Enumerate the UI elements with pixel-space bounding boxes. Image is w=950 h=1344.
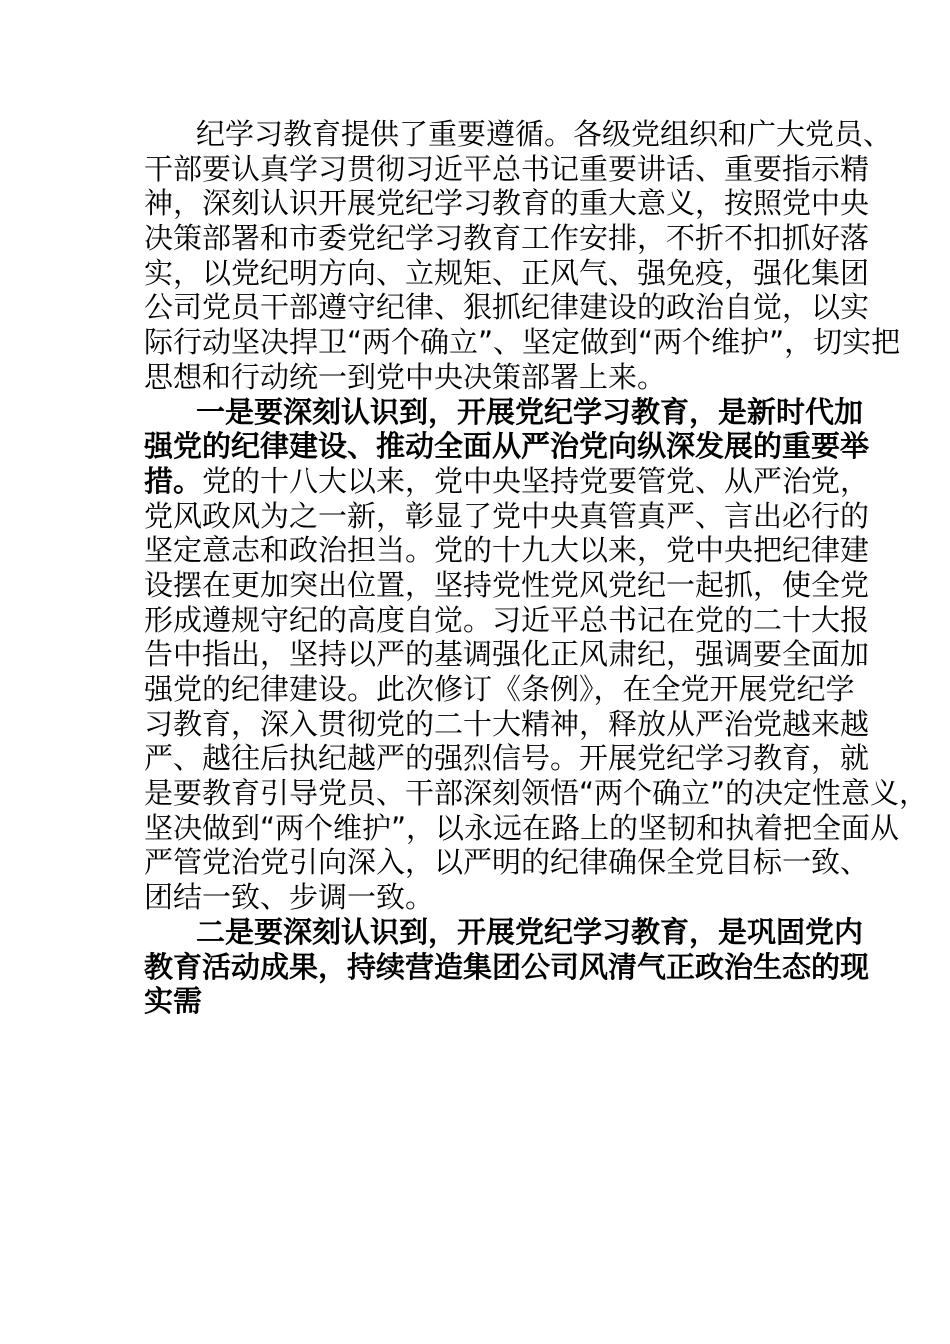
paragraph-2-line bbox=[144, 602, 870, 638]
document-page bbox=[144, 117, 929, 1019]
bold-text: 强党的纪律建设、推动全面从严治党向纵深发展的重要举 bbox=[144, 429, 870, 464]
paragraph-3-line bbox=[144, 914, 864, 950]
paragraph-2-line bbox=[144, 776, 929, 811]
body-text: 纪学习教育提供了重要遵循。各级党组织和广大党员、 bbox=[196, 117, 893, 151]
paragraph-2-line bbox=[144, 463, 870, 499]
body-text: 强党的纪律建设。此次修订《条例》，在全党开展党纪学 bbox=[144, 672, 855, 706]
bold-text: 教育活动成果，持续营造集团公司风清气正政治生态的现 bbox=[144, 949, 870, 984]
body-text: 坚定意志和政治担当。党的十九大以来，党中央把纪律建 bbox=[144, 533, 870, 568]
paragraph-2-line bbox=[144, 394, 864, 430]
paragraph-1-line bbox=[144, 290, 870, 325]
body-text: 神，深刻认识开展党纪学习教育的重大意义，按照党中央 bbox=[144, 186, 870, 221]
paragraph-1-line bbox=[144, 325, 901, 360]
body-text: 坚决做到“两个维护”，以永远在路上的坚韧和执着把全面从 bbox=[144, 810, 900, 845]
bold-text: 实需 bbox=[144, 984, 203, 1019]
body-text: 思想和行动统一到党中央决策部署上来。 bbox=[144, 359, 667, 394]
body-text: 告中指出，坚持以严的基调强化正风肃纪，强调要全面加 bbox=[144, 637, 870, 672]
paragraph-2-line bbox=[144, 741, 870, 776]
body-text: 习教育，深入贯彻党的二十大精神，释放从严治党越来越 bbox=[144, 706, 870, 741]
body-text: 公司党员干部遵守纪律、狠抓纪律建设的政治自觉，以实 bbox=[144, 290, 870, 325]
paragraph-2-line bbox=[144, 706, 870, 742]
paragraph-3-line bbox=[144, 949, 870, 985]
body-text: 干部要认真学习贯彻习近平总书记重要讲话、重要指示精 bbox=[144, 151, 870, 186]
bold-text: 措。 bbox=[144, 463, 203, 498]
body-text: 实，以党纪明方向、立规矩、正风气、强免疫，强化集团 bbox=[144, 255, 870, 290]
bold-text: 一是要深刻认识到，开展党纪学习教育，是新时代加 bbox=[196, 394, 864, 429]
bold-text: 二是要深刻认识到，开展党纪学习教育，是巩固党内 bbox=[196, 914, 864, 949]
body-text: 决策部署和市委党纪学习教育工作安排，不折不扣抓好落 bbox=[144, 221, 870, 256]
body-text: 际行动坚决捍卫“两个确立”、坚定做到“两个维护”，切实把 bbox=[144, 325, 901, 360]
paragraph-2-line bbox=[144, 533, 870, 568]
paragraph-1-line bbox=[144, 255, 870, 291]
body-text: 设摆在更加突出位置，坚持党性党风党纪一起抓，使全党 bbox=[144, 567, 870, 602]
paragraph-2-line bbox=[144, 810, 900, 846]
paragraph-2-line bbox=[144, 637, 870, 672]
paragraph-2-line bbox=[144, 567, 870, 603]
body-text: 党的十八大以来，党中央坚持党要管党、从严治党， bbox=[202, 463, 870, 498]
body-text: 严、越往后执纪越严的强烈信号。开展党纪学习教育，就 bbox=[144, 741, 870, 776]
paragraph-1-line bbox=[144, 151, 870, 187]
body-text: 严管党治党引向深入，以严明的纪律确保全党目标一致、 bbox=[144, 845, 870, 880]
body-text: 党风政风为之一新，彰显了党中央真管真严、言出必行的 bbox=[144, 498, 870, 533]
body-text: 形成遵规守纪的高度自觉。习近平总书记在党的二十大报 bbox=[144, 602, 870, 637]
paragraph-2-line bbox=[144, 672, 855, 707]
paragraph-2-line bbox=[144, 845, 870, 880]
paragraph-2-line bbox=[144, 880, 808, 915]
paragraph-2-line bbox=[144, 498, 870, 534]
body-text: 是要教育引导党员、干部深刻领悟“两个确立”的决定性意义， bbox=[144, 776, 929, 811]
paragraph-2-line bbox=[144, 429, 870, 464]
paragraph-1-line bbox=[144, 186, 870, 221]
body-text: 团结一致、步调一致。 bbox=[144, 880, 435, 915]
paragraph-3-line bbox=[144, 984, 808, 1019]
paragraph-1-line bbox=[144, 117, 893, 152]
paragraph-1-line bbox=[144, 360, 808, 395]
paragraph-1-line bbox=[144, 221, 870, 256]
